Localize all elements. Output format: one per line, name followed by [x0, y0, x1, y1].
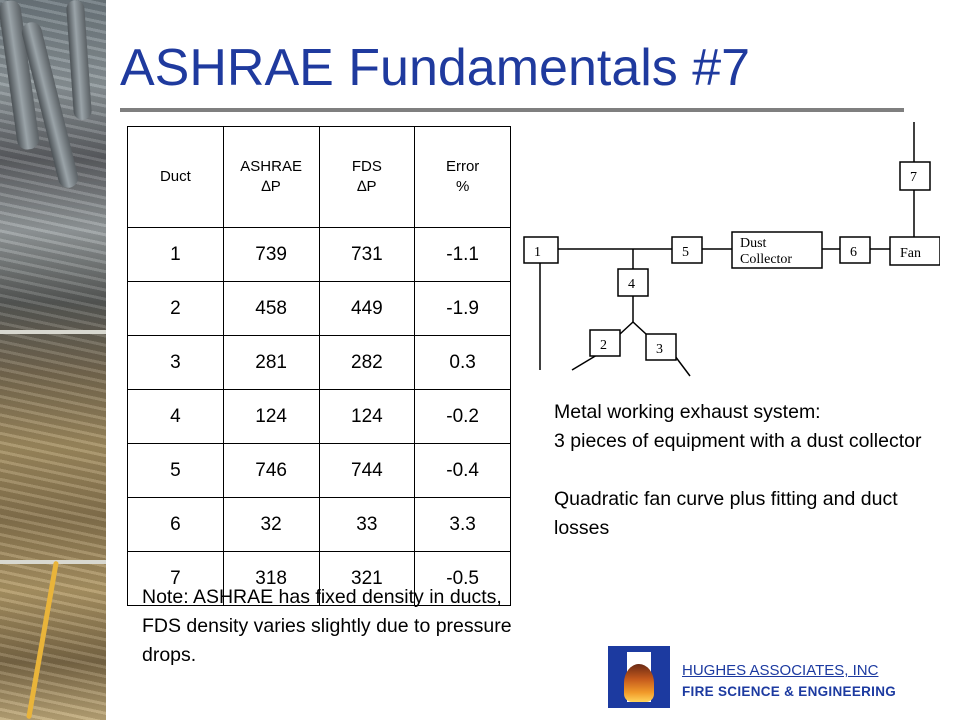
cell-fds: 731: [319, 228, 415, 282]
photo-wire: [26, 561, 59, 719]
cell-ashrae: 318: [223, 552, 319, 606]
description-line-2: 3 pieces of equipment with a dust collector: [554, 430, 922, 452]
results-table: [127, 126, 511, 606]
cell-error: 0.3: [415, 336, 511, 390]
flame-icon: [624, 664, 654, 702]
photo-pipe: [66, 0, 92, 120]
collector-label-line1: Dust: [740, 236, 767, 251]
table-header-row: [128, 127, 511, 228]
duct-2-label: 2: [600, 338, 607, 353]
cell-ashrae: 458: [223, 282, 319, 336]
cell-ashrae: 746: [223, 444, 319, 498]
table-row: [128, 390, 511, 444]
duct-3-label: 3: [656, 342, 663, 357]
company-name: HUGHES ASSOCIATES, INC: [682, 662, 879, 679]
system-description: [554, 398, 924, 572]
division-name: FIRE SCIENCE & ENGINEERING: [682, 684, 897, 699]
cell-duct: 6: [128, 498, 224, 552]
description-line-3: Quadratic fan curve plus fitting and duct losses: [554, 488, 898, 539]
cell-duct: 4: [128, 390, 224, 444]
header-duct: Duct: [128, 127, 224, 228]
photo-bracket: [0, 330, 106, 334]
description-line-1: Metal working exhaust system:: [554, 401, 821, 423]
cell-fds: 449: [319, 282, 415, 336]
cell-fds: 282: [319, 336, 415, 390]
cell-duct: 3: [128, 336, 224, 390]
density-note: Note: ASHRAE has fixed density in ducts, FDS density varies slightly due to pressure drops.: [142, 586, 512, 666]
table-row: [128, 228, 511, 282]
duct-1-box: [524, 237, 558, 263]
duct-line: [633, 322, 646, 334]
slide-title: ASHRAE Fundamentals #7: [120, 39, 751, 97]
cell-error: -0.5: [415, 552, 511, 606]
duct-5-label: 5: [682, 245, 689, 260]
cell-fds: 33: [319, 498, 415, 552]
cell-error: -0.4: [415, 444, 511, 498]
cell-error: -1.1: [415, 228, 511, 282]
duct-1-label: 1: [534, 245, 541, 260]
duct-line: [620, 322, 633, 334]
fan-label: Fan: [900, 246, 921, 261]
background-photo-strip: [0, 0, 106, 720]
cell-error: -1.9: [415, 282, 511, 336]
table-row: [128, 282, 511, 336]
header-fds-dp: FDS ∆P: [319, 127, 415, 228]
cell-ashrae: 281: [223, 336, 319, 390]
duct-network-schematic: [510, 112, 940, 382]
company-logo: [608, 646, 670, 708]
cell-ashrae: 124: [223, 390, 319, 444]
cell-duct: 2: [128, 282, 224, 336]
table-row: [128, 498, 511, 552]
cell-duct: 1: [128, 228, 224, 282]
table-row: [128, 444, 511, 498]
duct-7-label: 7: [910, 170, 917, 185]
cell-ashrae: 32: [223, 498, 319, 552]
cell-duct: 7: [128, 552, 224, 606]
cell-fds: 124: [319, 390, 415, 444]
cell-fds: 744: [319, 444, 415, 498]
duct-4-label: 4: [628, 277, 635, 292]
table-row: [128, 336, 511, 390]
cell-error: -0.2: [415, 390, 511, 444]
cell-error: 3.3: [415, 498, 511, 552]
duct-6-label: 6: [850, 245, 857, 260]
cell-duct: 5: [128, 444, 224, 498]
header-error-pct: Error %: [415, 127, 511, 228]
cell-fds: 321: [319, 552, 415, 606]
collector-label-line2: Collector: [740, 252, 793, 267]
header-ashrae-dp: ASHRAE ∆P: [223, 127, 319, 228]
cell-ashrae: 739: [223, 228, 319, 282]
